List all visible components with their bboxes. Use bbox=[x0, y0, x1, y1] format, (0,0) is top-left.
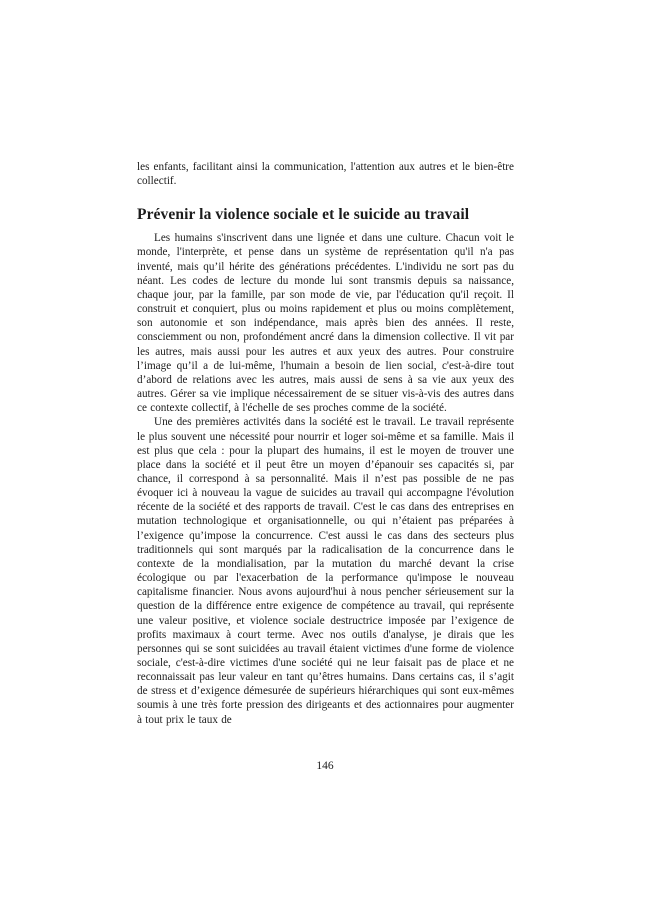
paragraph-continuation: les enfants, facilitant ainsi la communication, l'attention aux autres et le bien-être collectif. bbox=[137, 161, 514, 188]
section-heading: Prévenir la violence sociale et le suicide au travail bbox=[137, 206, 470, 224]
page-number: 146 bbox=[316, 760, 334, 772]
paragraph: Les humains s'inscrivent dans une lignée et dans une culture. Chacun voit le monde, l'interprète, et pense dans un système de représentation qu'il n'a pas inventé, mais qu’il hérite des générations précédentes. L'individu ne sort pas du néant. Les codes de lecture du monde lui sont transmis depuis sa naissance, chaque jour, par la famille, par son mode de vie, par l'éducation qu'il reçoit. Il construit et conquiert, plus ou moins rapidement et plus ou moins complètement, son autonomie et son indépendance, mais après bien des années. Il reste, consciemment ou non, profondément ancré dans la dimension collective. Il vit par les autres, mais aussi pour les autres et aux yeux des autres. Pour construire l’image qu’il a de lui-même, l'humain a besoin de lien social, c'est-à-dire tout d’abord de relations avec les autres, mais aussi de sens à sa vie aux yeux des autres. Gérer sa vie implique nécessairement de se situer vis-à-vis des autres dans ce contexte collectif, à l'échelle de ses proches comme de la société. bbox=[137, 232, 514, 415]
text-block bbox=[137, 160, 514, 727]
paragraph: Une des premières activités dans la société est le travail. Le travail représente le plus souvent une nécessité pour nourrir et loger soi-même et sa famille. Mais il est plus que cela : pour la plupart des humains, il est le moyen de trouver une place dans la société et il peut être un moyen d’épanouir ses capacités si, par chance, il correspond à sa personnalité. Mais il n’est pas possible de ne pas évoquer ici à nouveau la vague de suicides au travail qui accompagne l'évolution récente de la société et des rapports de travail. C'est le cas dans des entreprises en mutation technologique et organisationnelle, ou qui n’étaient pas préparées à l’exigence qu’impose la concurrence. C'est aussi le cas dans des secteurs plus traditionnels qui sont marqués par la radicalisation de la concurrence dans le contexte de la mondialisation, par la mutation du marché devant la crise écologique ou par l'exacerbation de la performance qu'impose le nouveau capitalisme financier. Nous avons aujourd'hui à nous pencher sérieusement sur la question de la différence entre exigence de compétence au travail, qui représente une valeur positive, et violence sociale destructrice imposée par l’exigence de profits maximaux à court terme. Avec nos outils d'analyse, je dirais que les personnes qui se sont suicidées au travail étaient victimes d'une forme de violence sociale, c'est-à-dire victimes d'une société qui ne leur faisait pas de place et ne reconnaissait pas leur valeur en tant qu’êtres humains. Dans certains cas, il s’agit de stress et d’exigence démesurée de supérieurs hiérarchiques qui sont eux-mêmes soumis à une très forte pression des dirigeants et des actionnaires pour augmenter à tout prix le taux de bbox=[137, 416, 514, 726]
